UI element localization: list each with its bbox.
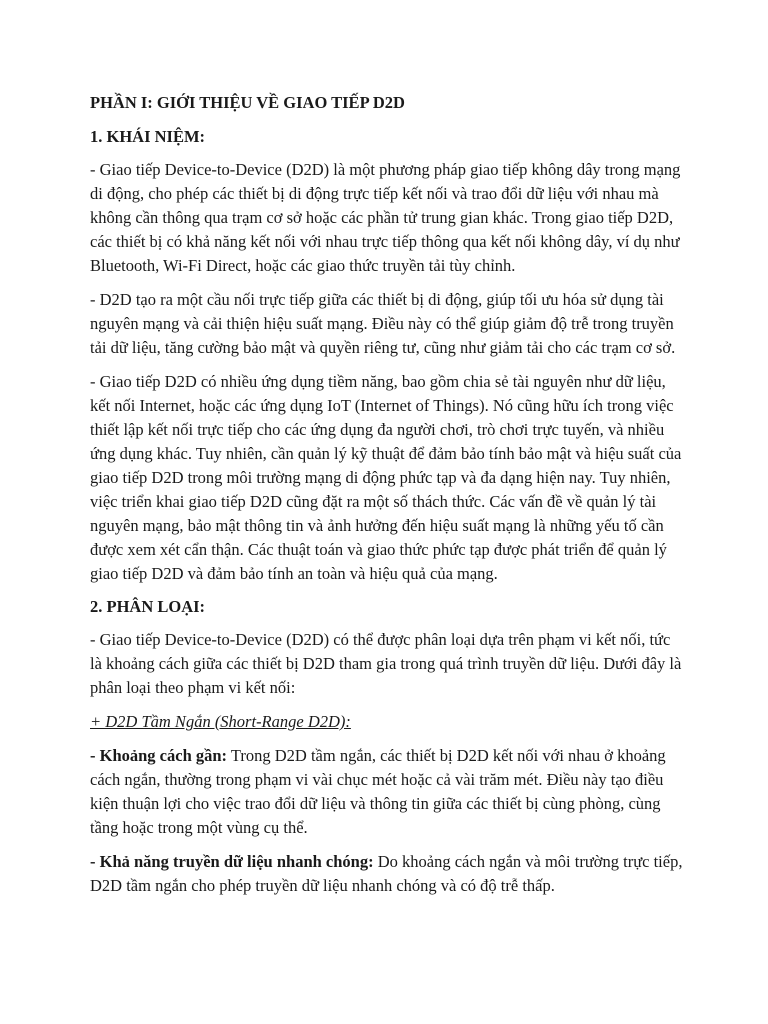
section-2-intro: - Giao tiếp Device-to-Device (D2D) có thể được phân loại dựa trên phạm vi kết nối, tức là khoảng cách giữa các thiết bị D2D tham gia trong quá trình truyền dữ liệu. Dưới đây là phân loại theo phạm vi kết nối: [90,630,682,697]
short-range-subheading: + D2D Tầm Ngắn (Short-Range D2D): [90,712,351,731]
item-1-text: Trong D2D tầm ngắn, các thiết bị D2D kết nối với nhau ở khoảng cách ngắn, thường trong phạm vi vài chục mét hoặc cả vài trăm mét. Điều này tạo điều kiện thuận lợi cho việc trao đổi dữ liệu và thông tin giữa các thiết bị cùng phòng, cùng tầng hoặc trong một vùng cụ thể. [90,746,666,837]
section-1-paragraph-2: - D2D tạo ra một cầu nối trực tiếp giữa các thiết bị di động, giúp tối ưu hóa sử dụng tài nguyên mạng và cải thiện hiệu suất mạng. Điều này có thể giúp giảm độ trễ trong truyền tải dữ liệu, tăng cường bảo mật và quyền riêng tư, cũng như giảm tải cho các trạm cơ sở. [90,290,676,357]
item-1-lead: - Khoảng cách gần: [90,746,228,765]
section-1-paragraph-1: - Giao tiếp Device-to-Device (D2D) là một phương pháp giao tiếp không dây trong mạng di động, cho phép các thiết bị di động trực tiếp kết nối và trao đổi dữ liệu với nhau mà không cần thông qua trạm cơ sở hoặc các phần tử trung gian khác. Trong giao tiếp D2D, các thiết bị có khả năng kết nối với nhau trực tiếp thông qua kết nối không dây, ví dụ như Bluetooth, Wi-Fi Direct, hoặc các giao thức truyền tải tùy chỉnh. [90,160,681,275]
document-page [90,92,684,908]
section-2-title: 2. PHÂN LOẠI: [90,597,206,616]
item-2-text: Do khoảng cách ngắn và môi trường trực tiếp, D2D tầm ngắn cho phép truyền dữ liệu nhanh chóng và có độ trễ thấp. [90,852,683,895]
part-title: PHẦN I: GIỚI THIỆU VỀ GIAO TIẾP D2D [90,93,405,112]
section-1-paragraph-3: - Giao tiếp D2D có nhiều ứng dụng tiềm năng, bao gồm chia sẻ tài nguyên như dữ liệu, kết nối Internet, hoặc các ứng dụng IoT (Internet of Things). Nó cũng hữu ích trong việc thiết lập kết nối trực tiếp cho các ứng dụng đa người chơi, trò chơi trực tuyến, và nhiều ứng dụng khác. Tuy nhiên, cần quản lý kỹ thuật để đảm bảo tính bảo mật và hiệu suất của giao tiếp D2D trong môi trường mạng di động phức tạp và đa dạng hiện nay. Tuy nhiên, việc triển khai giao tiếp D2D cũng đặt ra một số thách thức. Các vấn đề về quản lý tài nguyên mạng, bảo mật thông tin và ảnh hưởng đến hiệu suất mạng là những yếu tố cần được xem xét cẩn thận. Các thuật toán và giao thức phức tạp được phát triển để quản lý giao tiếp D2D và đảm bảo tính an toàn và hiệu quả của mạng. [90,372,682,583]
short-range-item-2 [90,850,684,898]
section-1-title: 1. KHÁI NIỆM: [90,127,206,146]
item-2-lead: - Khả năng truyền dữ liệu nhanh chóng: [90,852,374,871]
short-range-item-1 [90,744,684,840]
